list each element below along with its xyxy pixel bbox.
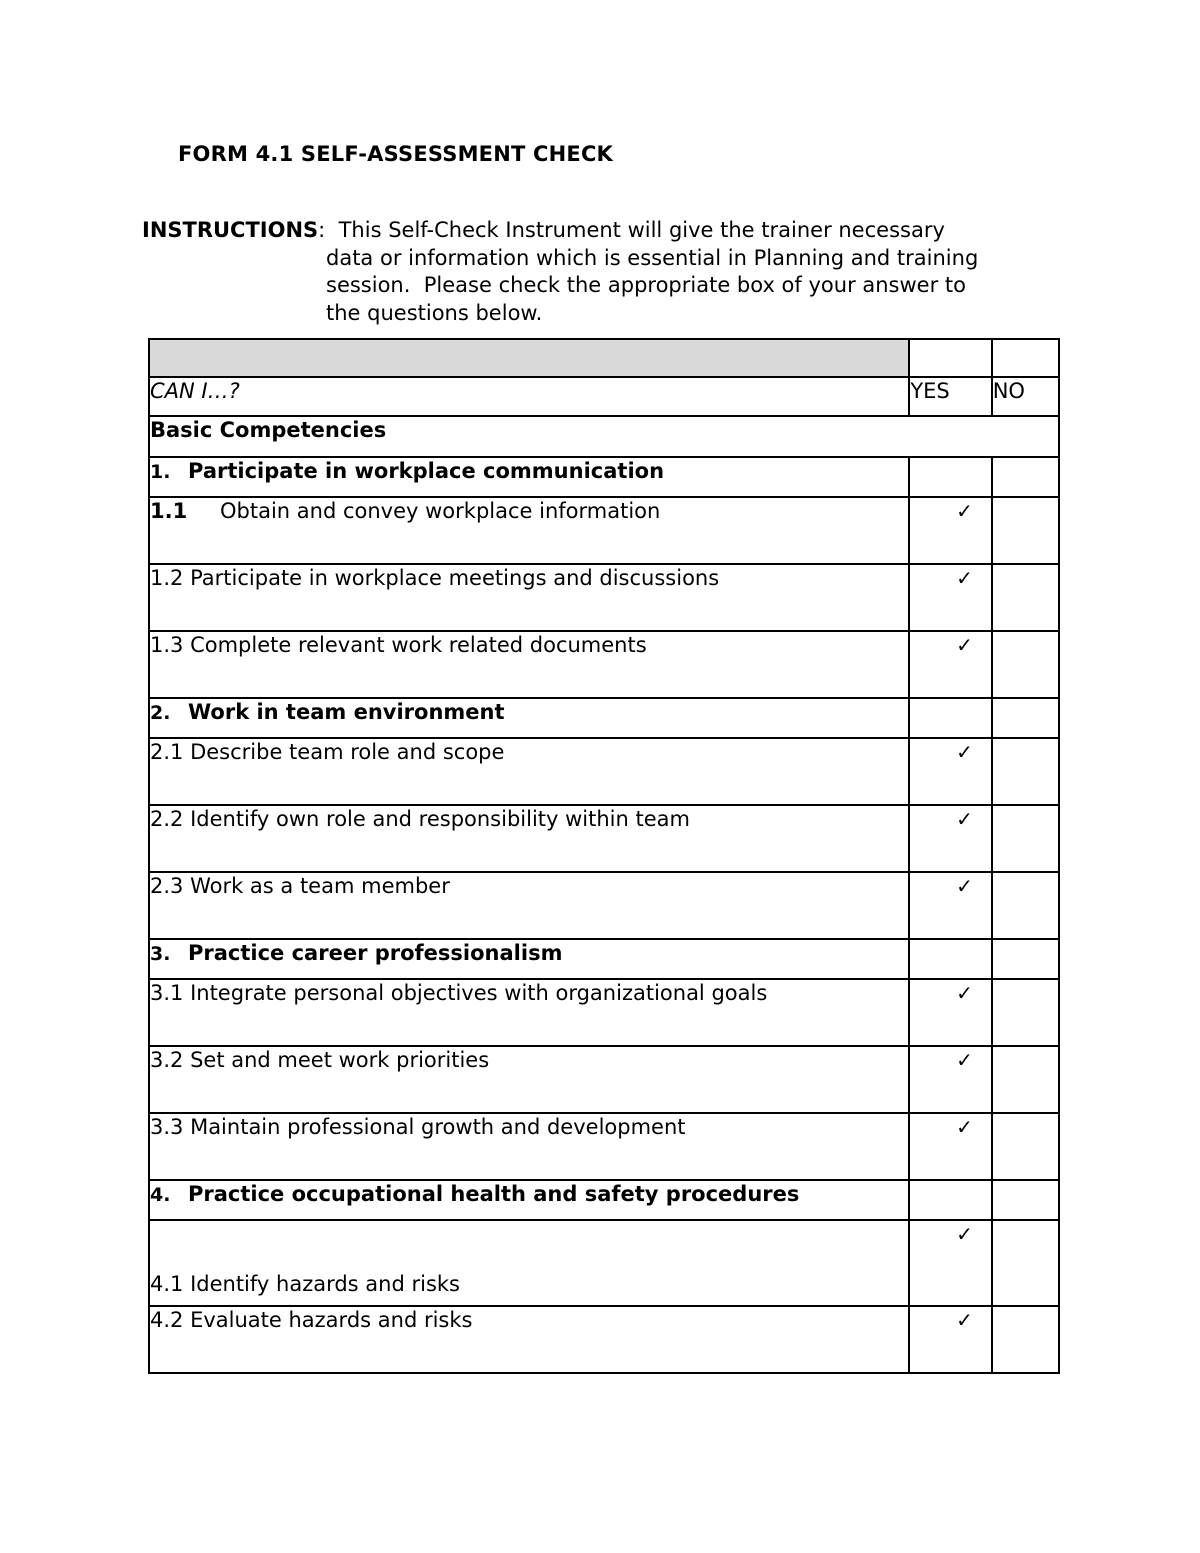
- can-i-header: CAN I…?: [149, 377, 909, 416]
- section-title: Work in team environment: [188, 700, 505, 724]
- section-row: [149, 698, 1059, 738]
- check-mark-icon: ✓: [956, 633, 973, 657]
- item-text: 3.2 Set and meet work priorities: [149, 1046, 909, 1113]
- section-title-cell: [149, 698, 909, 738]
- item-text: 2.2 Identify own role and responsibility within team: [149, 805, 909, 872]
- section-number: 3.: [150, 943, 171, 965]
- yes-cell[interactable]: [909, 979, 991, 1046]
- check-mark-icon: ✓: [956, 874, 973, 898]
- section-row: [149, 939, 1059, 979]
- no-cell[interactable]: [992, 1306, 1059, 1373]
- item-row: [149, 1113, 1059, 1180]
- no-cell[interactable]: [992, 564, 1059, 631]
- no-cell[interactable]: [992, 1046, 1059, 1113]
- yes-cell[interactable]: [909, 1113, 991, 1180]
- item-row: [149, 1306, 1059, 1373]
- section-number: 2.: [150, 702, 171, 724]
- item-text: 2.1 Describe team role and scope: [149, 738, 909, 805]
- section-number: 4.: [150, 1184, 171, 1206]
- item-row: [149, 872, 1059, 939]
- yes-cell[interactable]: [909, 805, 991, 872]
- section-title: Practice career professionalism: [188, 941, 563, 965]
- check-mark-icon: ✓: [956, 740, 973, 764]
- yes-cell[interactable]: [909, 497, 991, 564]
- yes-cell[interactable]: [909, 1220, 991, 1306]
- item-text: 4.2 Evaluate hazards and risks: [149, 1306, 909, 1373]
- section-row: [149, 457, 1059, 497]
- item-text: 3.3 Maintain professional growth and development: [149, 1113, 909, 1180]
- no-cell[interactable]: [992, 805, 1059, 872]
- section-title-cell: [149, 939, 909, 979]
- instructions-line-2: data or information which is essential in Planning and training: [326, 245, 979, 270]
- instructions-line-1: This Self-Check Instrument will give the trainer necessary: [325, 218, 945, 242]
- yes-cell[interactable]: [909, 564, 991, 631]
- check-mark-icon: ✓: [956, 1048, 973, 1072]
- item-text: 4.1 Identify hazards and risks: [149, 1220, 909, 1306]
- check-mark-icon: ✓: [956, 807, 973, 831]
- item-number: 1.1: [150, 499, 188, 523]
- check-mark-icon: ✓: [956, 1115, 973, 1139]
- yes-cell[interactable]: [909, 872, 991, 939]
- no-header: NO: [992, 377, 1059, 416]
- instructions-line-4: the questions below.: [326, 300, 543, 325]
- item-row: [149, 979, 1059, 1046]
- check-mark-icon: ✓: [956, 981, 973, 1005]
- item-row: [149, 738, 1059, 805]
- instructions-label: INSTRUCTIONS: [142, 218, 319, 242]
- yes-cell[interactable]: [909, 1180, 991, 1220]
- item-text: 1.2 Participate in workplace meetings and discussions: [149, 564, 909, 631]
- check-mark-icon: ✓: [956, 499, 973, 523]
- item-text: 1.3 Complete relevant work related documents: [149, 631, 909, 698]
- no-cell[interactable]: [992, 631, 1059, 698]
- item-row: [149, 1220, 1059, 1306]
- group-title-row: [149, 416, 1059, 457]
- no-cell[interactable]: [992, 1180, 1059, 1220]
- section-title: Practice occupational health and safety procedures: [188, 1182, 800, 1206]
- yes-cell[interactable]: [909, 631, 991, 698]
- item-text: 2.3 Work as a team member: [149, 872, 909, 939]
- instructions: [142, 217, 978, 327]
- yes-cell[interactable]: [909, 738, 991, 805]
- no-cell[interactable]: [992, 1220, 1059, 1306]
- item-text: Obtain and convey workplace information: [220, 499, 661, 523]
- section-title-cell: [149, 1180, 909, 1220]
- instructions-line-3: session. Please check the appropriate box of your answer to: [326, 273, 966, 297]
- empty-header-cell: [909, 339, 991, 377]
- no-cell[interactable]: [992, 497, 1059, 564]
- section-title-cell: [149, 457, 909, 497]
- section-row: [149, 1180, 1059, 1220]
- yes-cell[interactable]: [909, 939, 991, 979]
- section-number: 1.: [150, 461, 171, 483]
- form-title: FORM 4.1 SELF-ASSESSMENT CHECK: [178, 142, 614, 166]
- column-header-row: [149, 377, 1059, 416]
- shaded-header-cell: [149, 339, 909, 377]
- no-cell[interactable]: [992, 939, 1059, 979]
- yes-cell[interactable]: [909, 698, 991, 738]
- no-cell[interactable]: [992, 698, 1059, 738]
- no-cell[interactable]: [992, 738, 1059, 805]
- item-row: [149, 631, 1059, 698]
- self-check-table: [148, 338, 1060, 1374]
- empty-header-cell: [992, 339, 1059, 377]
- no-cell[interactable]: [992, 457, 1059, 497]
- item-cell: [149, 497, 909, 564]
- instructions-colon: :: [318, 218, 326, 242]
- item-row: [149, 805, 1059, 872]
- check-mark-icon: ✓: [956, 1308, 973, 1332]
- section-title: Participate in workplace communication: [188, 459, 665, 483]
- item-row: [149, 564, 1059, 631]
- table-top-row: [149, 339, 1059, 377]
- group-title: Basic Competencies: [149, 416, 1059, 457]
- yes-cell[interactable]: [909, 1046, 991, 1113]
- no-cell[interactable]: [992, 872, 1059, 939]
- yes-cell[interactable]: [909, 457, 991, 497]
- yes-cell[interactable]: [909, 1306, 991, 1373]
- item-text: 3.1 Integrate personal objectives with organizational goals: [149, 979, 909, 1046]
- item-row: [149, 497, 1059, 564]
- no-cell[interactable]: [992, 1113, 1059, 1180]
- check-mark-icon: ✓: [956, 1222, 973, 1246]
- no-cell[interactable]: [992, 979, 1059, 1046]
- item-row: [149, 1046, 1059, 1113]
- check-mark-icon: ✓: [956, 566, 973, 590]
- yes-header: YES: [909, 377, 991, 416]
